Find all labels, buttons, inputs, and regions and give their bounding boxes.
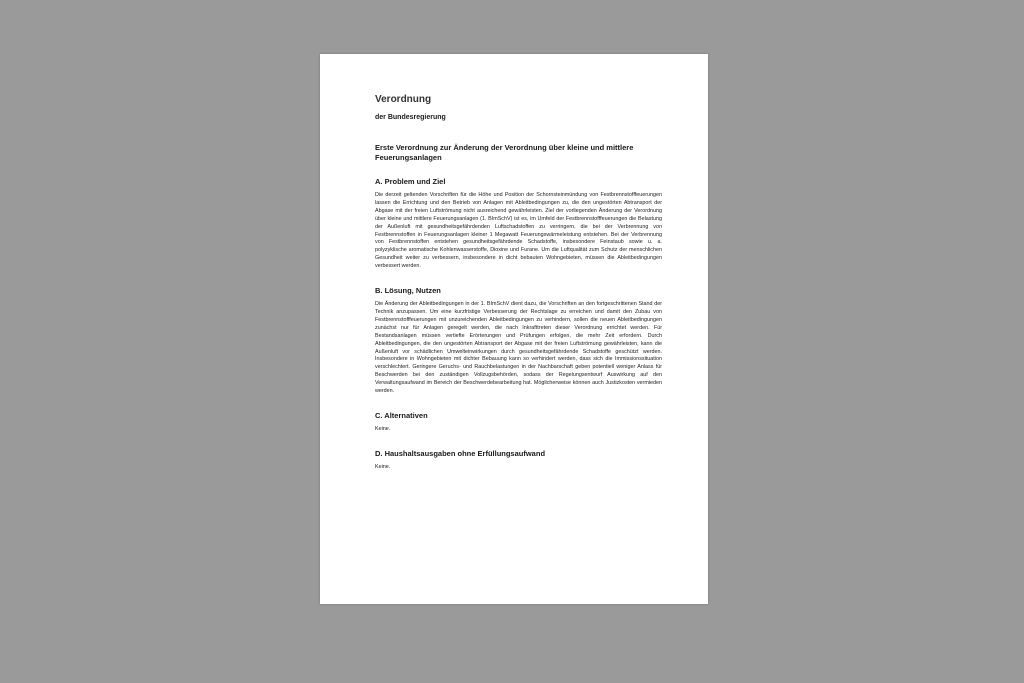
document-title: Verordnung (375, 94, 432, 105)
section-heading-alternatives: C. Alternativen (375, 410, 428, 420)
section-heading-budget: D. Haushaltsausgaben ohne Erfüllungsaufwand (375, 448, 546, 458)
document-heading: Erste Verordnung zur Änderung der Verordnung über kleine und mittlere Feuerungsanlagen (375, 143, 634, 162)
section-text-budget: Keine. (375, 463, 391, 470)
section-text-alternatives: Keine. (375, 425, 391, 432)
document-page (320, 54, 708, 604)
section-heading-problem: A. Problem und Ziel (375, 177, 446, 186)
section-heading-solution: B. Lösung, Nutzen (375, 286, 441, 296)
document-subtitle: der Bundesregierung (375, 114, 446, 121)
page-content (375, 94, 662, 487)
section-text-problem: Die derzeit geltenden Vorschriften für die Höhe und Position der Schornsteinmündung von Festbrennstofffeuerungen lassen die Errichtung und den Betrieb von Anlagen mit Ableitbedingungen zu, die den ungestörten Abtransport der Abgase mit der freien Luftströmung nicht ausreichend gewährleisten. Ziel der vorliegenden Änderung der Verordnung über kleine und mittlere Feuerungsanlagen (1. BImSchV) ist es, im Umfeld der Festbrennstofffeuerungen die Belastung der Außenluft mit gesundheitsgefährdenden Luftschadstoffen zu verringern, die bei der Verbrennung von Festbrennstoffen in Feuerungsanlagen kleiner 1 Megawatt Feuerungswärmeleistung entstehen. Bei der Verbrennung von Festbrennstoffen entstehen gesundheitsgefährdende Schadstoffe, insbesondere Feinstaub sowie u. a. polyzyklische aromatische Kohlenwasserstoffe, Dioxine und Furane. Um die Luftqualität zum Schutz der menschlichen Gesundheit weiter zu verbessern, insbesondere in dicht bebauten Wohngebieten, müssen die Ableitbedingungen verbessert werden. (375, 192, 662, 270)
section-text-solution: Die Änderung der Ableitbedingungen in der 1. BImSchV dient dazu, die Vorschriften an den fortgeschrittenen Stand der Technik anzupassen. Um eine kurzfristige Verbesserung der Rechtslage zu erreichen und damit den Zubau von Festbrennstofffeuerungen mit unzureichenden Ableitbedingungen zu verhindern, sollen die neuen Ableitbedingungen zunächst nur für Anlagen geregelt werden, die nach Inkrafttreten dieser Verordnung errichtet werden. Für Bestandsanlagen müssen vertiefte Erörterungen und Prüfungen erfolgen, die mehr Zeit erfordern. Durch Ableitbedingungen, die den ungestörten Abtransport der Abgase mit der freien Luftströmung gewährleisten, kann die Außenluft vor schädlichen Umwelteinwirkungen durch gesundheitsgefährdende Schadstoffe geschützt werden. Insbesondere in Wohngebieten mit dichter Bebauung kann so verhindert werden, dass sich die Immissionssituation verschlechtert. Geringere Geruchs- und Rauchbelastungen in der Nachbarschaft geben potentiell weniger Anlass für Beschwerden bei den zuständigen Vollzugsbehörden, sodass der Regelungsentwurf Auswirkung auf den Verwaltungsaufwand im Bereich der Beschwerdebearbeitung hat. Möglicherweise können auch Justizkosten vermieden werden. (375, 301, 662, 395)
